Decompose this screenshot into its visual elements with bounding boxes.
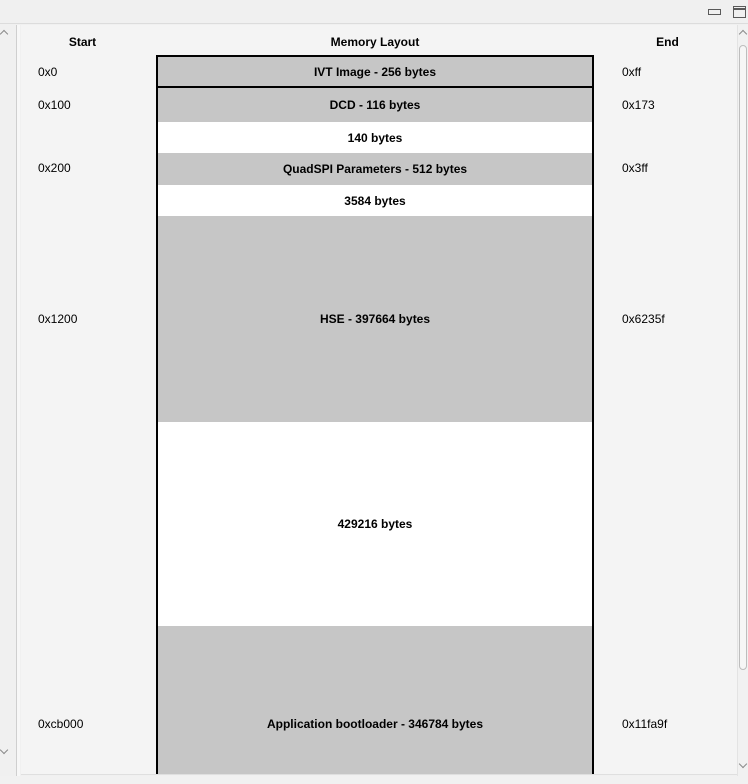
- column-header-memory-layout: Memory Layout: [330, 35, 420, 49]
- scroll-down-icon[interactable]: [740, 761, 747, 768]
- memory-block-label: DCD - 116 bytes: [329, 98, 421, 112]
- maximize-icon: [733, 6, 746, 18]
- vertical-scrollbar[interactable]: [737, 25, 748, 776]
- end-address-label: 0x11fa9f: [622, 717, 668, 731]
- start-address-label: 0xcb000: [38, 717, 84, 731]
- memory-block-quadspi: [158, 153, 592, 185]
- memory-gap-block: [158, 422, 592, 626]
- memory-block-label: QuadSPI Parameters - 512 bytes: [282, 162, 468, 176]
- memory-block-label: Application bootloader - 346784 bytes: [266, 717, 484, 731]
- scroll-down-icon[interactable]: [1, 747, 8, 754]
- memory-block-dcd: [158, 88, 592, 122]
- memory-block-label: IVT Image - 256 bytes: [313, 64, 437, 79]
- memory-block-label: 3584 bytes: [344, 193, 406, 208]
- memory-block-label: 429216 bytes: [337, 517, 413, 531]
- start-address-label: 0x0: [38, 65, 58, 79]
- start-address-label: 0x1200: [38, 312, 78, 326]
- memory-block-ivt: [158, 55, 592, 88]
- memory-block-application-bootloader: [158, 626, 592, 775]
- end-address-label: 0x173: [622, 98, 655, 112]
- start-address-label: 0x200: [38, 161, 71, 175]
- end-address-label: 0xff: [622, 65, 642, 79]
- memory-block-label: HSE - 397664 bytes: [319, 312, 431, 326]
- column-header-start: Start: [68, 35, 97, 49]
- start-address-label: 0x100: [38, 98, 71, 112]
- end-address-label: 0x6235f: [622, 312, 665, 326]
- end-address-label: 0x3ff: [622, 161, 648, 175]
- view-toolbar: [0, 0, 748, 24]
- memory-block-column: [156, 55, 594, 775]
- memory-gap-block: [158, 122, 592, 153]
- memory-gap-block: [158, 185, 592, 216]
- memory-block-label: 140 bytes: [347, 130, 403, 145]
- column-header-end: End: [656, 35, 679, 49]
- bottom-chrome-strip: [0, 776, 748, 784]
- minimize-icon: [708, 9, 721, 15]
- left-scrollbar[interactable]: [0, 25, 17, 776]
- memory-layout-panel: [21, 25, 737, 775]
- memory-block-hse: [158, 216, 592, 422]
- scrollbar-thumb[interactable]: [739, 45, 747, 670]
- scroll-up-icon[interactable]: [1, 29, 8, 36]
- scroll-up-icon[interactable]: [740, 29, 747, 36]
